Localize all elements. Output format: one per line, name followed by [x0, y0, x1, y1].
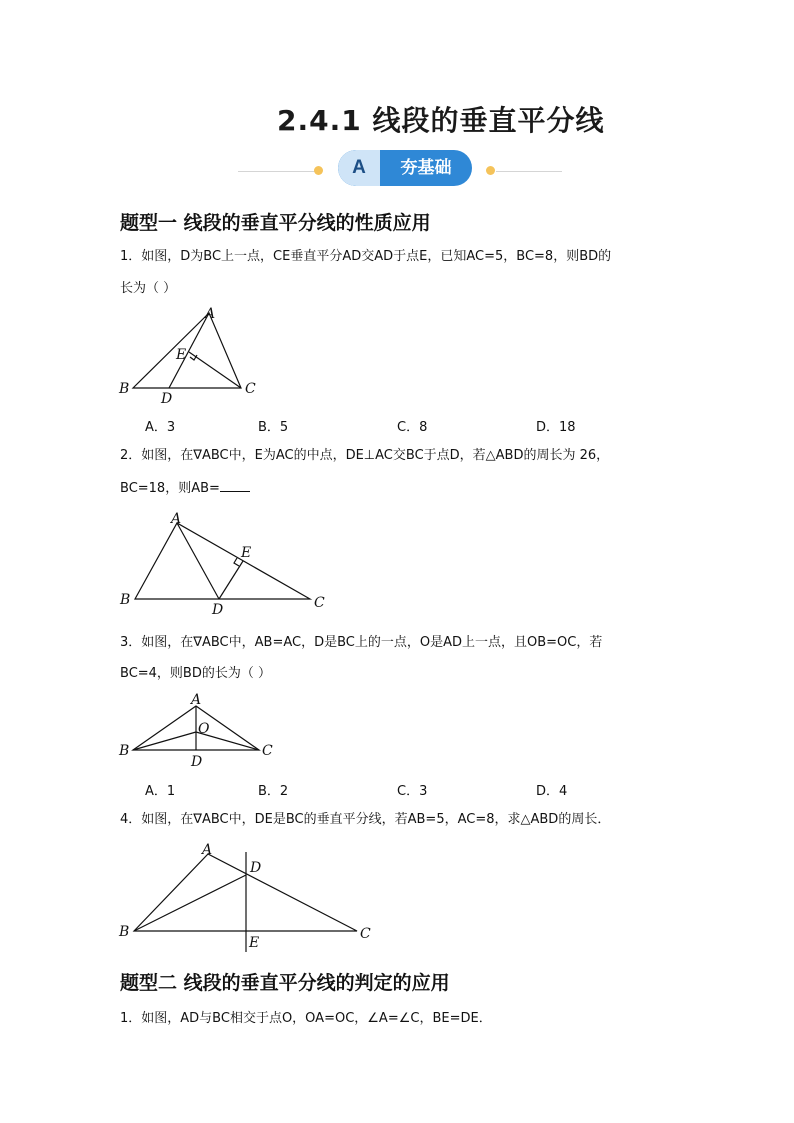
section-title-2: 题型二 线段的垂直平分线的判定的应用 [120, 972, 450, 994]
q2-triangle [135, 523, 310, 599]
q3-option-c: C．3 [397, 784, 428, 799]
q1-option-b: B．5 [258, 420, 289, 435]
q1-segment-ad [169, 313, 209, 388]
q3-label-d: D [191, 754, 203, 770]
badge-label: 夯基础 [400, 158, 452, 178]
q4-label-b: B [119, 924, 130, 940]
q1-label-b: B [119, 381, 130, 397]
q1-label-a: A [205, 306, 216, 322]
q2-label-b: B [120, 592, 131, 608]
divider-left [238, 171, 316, 172]
q4-label-c: C [360, 926, 371, 942]
badge-letter: A [338, 150, 380, 186]
q3-option-d: D．4 [536, 784, 568, 799]
q2-text-line2-body: BC=18，则AB= [120, 481, 220, 496]
q1-option-c: C．8 [397, 420, 428, 435]
q2-figure [110, 505, 340, 615]
q3-label-b: B [119, 743, 130, 759]
q2-label-d: D [212, 602, 224, 615]
q1-text-line2: 长为（ ） [120, 281, 177, 296]
q4-label-d: D [250, 860, 262, 876]
divider-dot-right [486, 166, 495, 175]
q4-segment-bd [134, 875, 246, 931]
q3-label-a: A [191, 692, 202, 708]
q5-text-line1: 1．如图，AD与BC相交于点O，OA=OC，∠A=∠C，BE=DE． [120, 1011, 492, 1026]
q4-figure [110, 838, 380, 953]
q2-text-line2 [120, 479, 250, 498]
q2-label-c: C [314, 595, 325, 611]
q3-option-b: B．2 [258, 784, 289, 799]
q1-text-line1: 1．如图，D为BC上一点，CE垂直平分AD交AD于点E，已知AC=5，BC=8，则BD的 [120, 249, 612, 264]
divider-dot-left [314, 166, 323, 175]
q1-label-d: D [161, 391, 173, 405]
q2-segment-de [219, 561, 243, 599]
q1-option-a: A．3 [145, 420, 176, 435]
q3-label-o: O [198, 721, 210, 737]
q3-text-line1: 3．如图，在∇ABC中，AB=AC，D是BC上的一点，O是AD上一点，且OB=OC，若 [120, 635, 603, 650]
q1-label-e: E [176, 347, 187, 363]
q2-label-e: E [241, 545, 252, 561]
q4-label-a: A [202, 842, 213, 858]
q4-text-line1: 4．如图，在∇ABC中，DE是BC的垂直平分线，若AB=5，AC=8，求△ABD的周长． [120, 812, 611, 827]
q4-label-e: E [249, 935, 260, 951]
divider-right [496, 171, 562, 172]
q2-right-angle-mark [234, 558, 239, 566]
level-badge [338, 150, 472, 186]
q3-option-a: A．1 [145, 784, 176, 799]
q1-option-d: D．18 [536, 420, 576, 435]
q3-figure [110, 688, 290, 770]
section-title-1: 题型一 线段的垂直平分线的性质应用 [120, 212, 431, 234]
q3-label-c: C [262, 743, 273, 759]
q3-segment-ob [133, 732, 196, 750]
q2-answer-blank[interactable] [220, 479, 250, 492]
q1-figure [110, 300, 280, 405]
q2-text-line1: 2．如图，在∇ABC中，E为AC的中点，DE⊥AC交BC于点D，若△ABD的周长为 26， [120, 448, 610, 463]
q3-text-line2: BC=4，则BD的长为（ ） [120, 666, 271, 681]
page-title: 2.4.1 线段的垂直平分线 [277, 104, 605, 137]
q1-label-c: C [245, 381, 256, 397]
q2-label-a: A [171, 511, 182, 527]
